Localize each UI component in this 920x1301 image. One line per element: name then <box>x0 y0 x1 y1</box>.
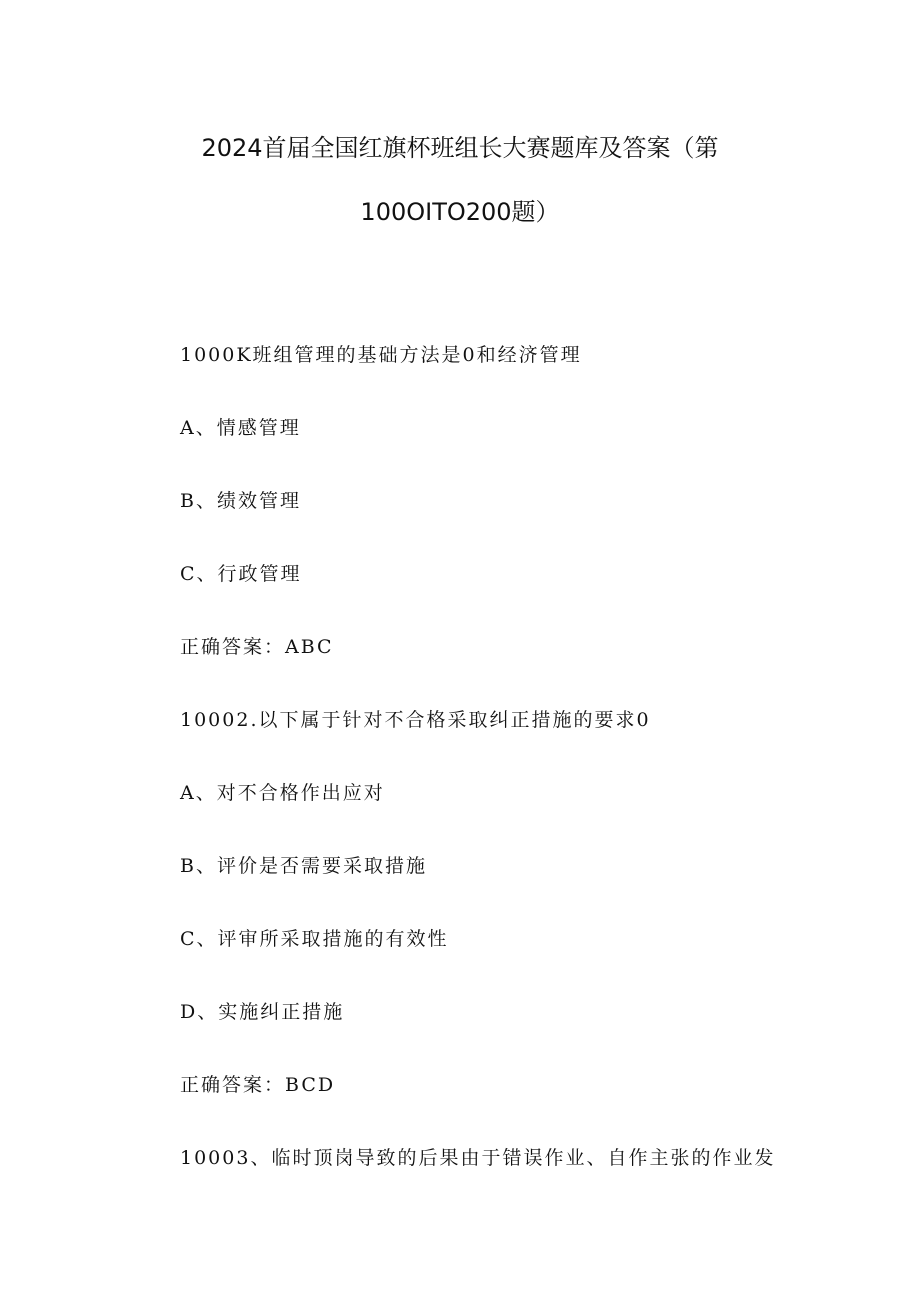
question-stem: 10002.以下属于针对不合格采取纠正措施的要求0 <box>180 709 651 731</box>
question-stem: 10003、临时顶岗导致的后果由于错误作业、自作主张的作业发 <box>180 1147 776 1169</box>
document-title-line-1: 2024首届全国红旗杯班组长大赛题库及答案（第 <box>201 134 719 162</box>
question-stem: 1000K班组管理的基础方法是0和经济管理 <box>180 344 582 366</box>
question-option: C、评审所采取措施的有效性 <box>180 928 449 950</box>
question-option: A、情感管理 <box>180 417 301 439</box>
question-option: D、实施纠正措施 <box>180 1001 345 1023</box>
correct-answer: 正确答案：ABC <box>180 636 334 658</box>
question-option: A、对不合格作出应对 <box>180 782 385 804</box>
question-option: C、行政管理 <box>180 563 302 585</box>
correct-answer: 正确答案：BCD <box>180 1074 336 1096</box>
question-option: B、绩效管理 <box>180 490 301 512</box>
question-option: B、评价是否需要采取措施 <box>180 855 427 877</box>
document-title-line-2: 100OITO200题） <box>360 198 560 226</box>
